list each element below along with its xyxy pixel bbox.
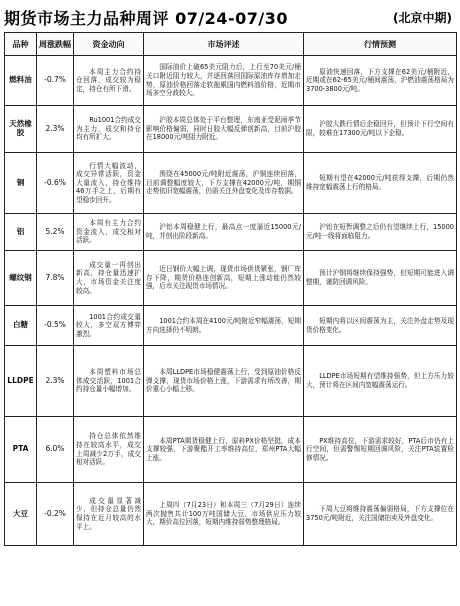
table-row <box>5 106 457 153</box>
commodity-name: 螺纹钢 <box>5 251 37 306</box>
fund-flow-cell <box>74 251 144 306</box>
weekly-change: 2.3% <box>37 346 74 417</box>
market-review-text: 围绕在45000元/吨附近震荡，沪铜连续回落，目前调整幅度较大，下方支撑在42000元/吨，期铜走势依旧宽幅震荡，仍需关注外盘变化及库存数据。 <box>146 170 301 196</box>
fund-flow-text: 本周有主力合约资金流入，成交相对活跃。 <box>76 219 141 245</box>
table-row <box>5 214 457 251</box>
table-row <box>5 251 457 306</box>
weekly-change: -0.5% <box>37 306 74 346</box>
commodity-name: 铜 <box>5 153 37 214</box>
fund-flow-text: 成交量一再创出新高，持仓量迅速扩大，市场资金关注度较高。 <box>76 260 141 295</box>
fund-flow-text: 行情大幅波动，成交异常活跃，资金大量流入，持仓维持46万手之上，后期有望稳步回升。 <box>76 161 141 204</box>
market-review-cell <box>144 306 304 346</box>
market-review-text: 1001合约本周在4100元/吨附近窄幅震荡，短期方向选择仍不明朗。 <box>146 316 301 334</box>
fund-flow-cell <box>74 153 144 214</box>
futures-review-table <box>4 32 457 546</box>
column-header-forecast: 行情预测 <box>304 33 457 56</box>
market-review-cell <box>144 56 304 106</box>
forecast-text: 短期内将以区间震荡为主，关注外盘走势及现货价格变化。 <box>306 316 454 334</box>
table-row <box>5 346 457 417</box>
weekly-change: -0.6% <box>37 153 74 214</box>
forecast-text: LLDPE市场短期有望维持强势，但上方压力较大，预计将在区间内宽幅震荡运行。 <box>306 372 454 389</box>
fund-flow-text: Ru1001合约成交为主力，成交和持仓均有所扩大。 <box>76 116 141 142</box>
market-review-text: 沪胶本周总体处于平台整理，东南亚受泥雨季节影响价格偏弱，同时日胶大幅反弹创新高，目前沪胶在18000元/吨阻力附近。 <box>146 116 301 142</box>
market-review-text: 国际油价上破65美元阻力后，上行至70美元/桶关口附近阻力较大，并逐回落回国际原油库存增加走势，原油价格回落走软拖累国内燃料油价格，近期市场多空分歧较大。 <box>146 63 301 98</box>
table-row <box>5 417 457 483</box>
forecast-text: 原油快速回落，下方支撑在62美元/桶附近，近期或在62-65美元/桶间震荡，沪燃油震荡格局为3700-3800元/吨。 <box>306 67 454 93</box>
market-review-cell <box>144 106 304 153</box>
fund-flow-cell <box>74 306 144 346</box>
fund-flow-text: 成交量显著减少，但持仓总量仍然保持在近月较高的水平上。 <box>76 496 141 531</box>
commodity-name: 大豆 <box>5 483 37 546</box>
market-review-text: 本周PTA期货稳健上行，原料PX价格坚挺，成本支撑较强，下游聚酯开工率维持高位，郑州PTA大幅上涨。 <box>146 436 301 462</box>
fund-flow-cell <box>74 346 144 417</box>
commodity-name: 天然橡胶 <box>5 106 37 153</box>
column-header-name: 品种 <box>5 33 37 56</box>
fund-flow-cell <box>74 417 144 483</box>
market-review-cell <box>144 346 304 417</box>
forecast-cell <box>304 346 457 417</box>
fund-flow-cell <box>74 56 144 106</box>
market-review-text: 本周LLDPE市场稳健震荡上行，受到原油价格反弹支撑，现货市场价格上涨，下游需求有所改善，期价重心小幅上移。 <box>146 368 301 394</box>
forecast-cell <box>304 251 457 306</box>
forecast-text: PX维持高位，下游需求较好，PTA后市仍有上行空间，但需警惕短期回调风险，关注PTA装置检修情况。 <box>306 436 454 462</box>
forecast-text: 预计沪钢将继续保持强势，但短期可能进入调整期，谨防回调风险。 <box>306 269 454 286</box>
table-row <box>5 483 457 546</box>
title-row <box>4 6 456 28</box>
column-header-change: 周涨跌幅 <box>37 33 74 56</box>
fund-flow-text: 本周塑料市场总体成交活跃，1001合约持仓量小幅增加。 <box>76 368 141 394</box>
market-review-cell <box>144 483 304 546</box>
weekly-change: 5.2% <box>37 214 74 251</box>
commodity-name: LLDPE <box>5 346 37 417</box>
forecast-text: 短期有望在42000元/吨获得支撑，后期仍然维持宽幅震荡上行的格局。 <box>306 174 454 191</box>
weekly-change: 2.3% <box>37 106 74 153</box>
forecast-cell <box>304 417 457 483</box>
commodity-name: 白糖 <box>5 306 37 346</box>
forecast-cell <box>304 483 457 546</box>
forecast-cell <box>304 153 457 214</box>
market-review-text: 上周四（7月23日）和本周三（7月29日）连续两次抛售共计100万吨国储大豆，市场供应压力较大，期价高位回落，短期内维持弱势整理格局。 <box>146 501 301 527</box>
weekly-change: 7.8% <box>37 251 74 306</box>
column-header-fund: 资金动向 <box>74 33 144 56</box>
market-review-cell <box>144 251 304 306</box>
commodity-name: 铝 <box>5 214 37 251</box>
commodity-name: 燃料油 <box>5 56 37 106</box>
weekly-change: -0.7% <box>37 56 74 106</box>
table-row <box>5 56 457 106</box>
table-row <box>5 153 457 214</box>
market-review-cell <box>144 417 304 483</box>
table-row <box>5 306 457 346</box>
fund-flow-text: 1001合约成交量较大，多空双方博弈激烈。 <box>76 312 141 338</box>
fund-flow-cell <box>74 106 144 153</box>
commodity-name: PTA <box>5 417 37 483</box>
weekly-change: 6.0% <box>37 417 74 483</box>
forecast-text: 沪胶大跌行情后企稳回升，但预计下行空间有限，较难在17300元/吨以下企稳。 <box>306 120 454 137</box>
forecast-cell <box>304 306 457 346</box>
page-title: 期货市场主力品种周评 07/24-07/30 <box>4 8 288 28</box>
market-review-text: 近日钢价大幅上调，现货市场供货紧张，钢厂库存下降，期货价格连创新高，短期上涨动能仍然较强，后市关注现货市场情况。 <box>146 265 301 291</box>
fund-flow-text: 持仓总体依然维持在较高水平，成交上周减少2万手，成交相对活跃。 <box>76 432 141 467</box>
source-label: (北京中期) <box>393 10 452 25</box>
table-header-row <box>5 33 457 56</box>
forecast-cell <box>304 56 457 106</box>
market-review-cell <box>144 214 304 251</box>
market-review-text: 沪铝本周稳健上行，最高点一度逼近15000元/吨，并创出阶段新高。 <box>146 223 301 240</box>
fund-flow-cell <box>74 214 144 251</box>
fund-flow-text: 本周主力合约持仓回落，成交较为稳定，持仓有所下滑。 <box>76 67 141 93</box>
weekly-change: -0.2% <box>37 483 74 546</box>
forecast-cell <box>304 106 457 153</box>
forecast-text: 沪铝在短暂调整之后仍有望继续上行，15000元/吨一线将面临阻力。 <box>306 223 454 240</box>
market-review-cell <box>144 153 304 214</box>
forecast-cell <box>304 214 457 251</box>
fund-flow-cell <box>74 483 144 546</box>
column-header-review: 市场评述 <box>144 33 304 56</box>
forecast-text: 下周大豆将维持震荡偏弱格局，下方支撑位在3750元/吨附近，关注国储拍卖及外盘变化。 <box>306 505 454 522</box>
